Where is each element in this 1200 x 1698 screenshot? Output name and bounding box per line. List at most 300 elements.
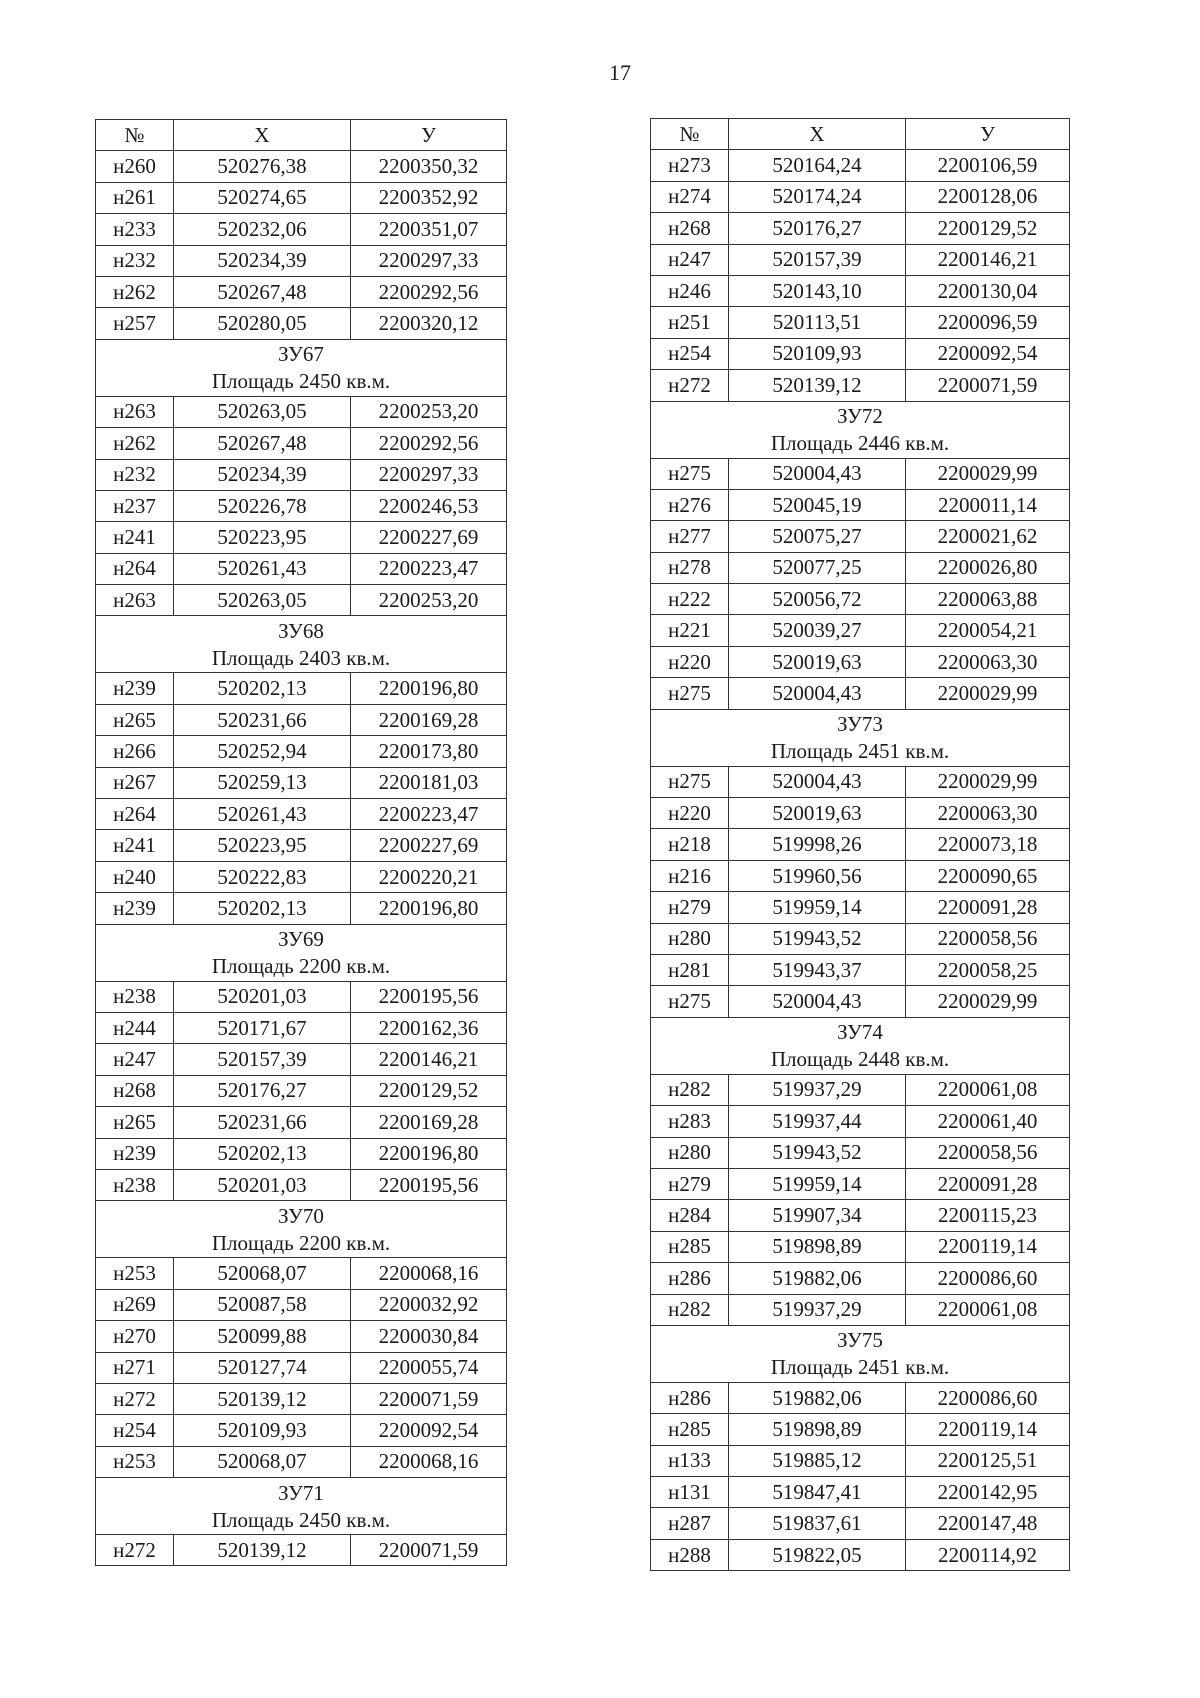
x-cell: 520223,95	[174, 522, 351, 553]
y-cell: 2200029,99	[906, 766, 1070, 797]
section-header-row	[651, 709, 1070, 766]
table-row	[96, 1383, 507, 1414]
table-row	[651, 986, 1070, 1017]
header-row	[96, 120, 507, 151]
point-id-cell: н263	[96, 396, 174, 427]
plot-title: ЗУ68	[278, 618, 324, 643]
x-cell: 520056,72	[729, 584, 906, 615]
y-cell: 2200011,14	[906, 489, 1070, 520]
point-id-cell: н270	[96, 1321, 174, 1352]
table-row	[651, 954, 1070, 985]
y-cell: 2200063,30	[906, 646, 1070, 677]
x-cell: 520039,27	[729, 615, 906, 646]
x-cell: 520004,43	[729, 986, 906, 1017]
plot-area: Площадь 2451 кв.м.	[770, 739, 950, 764]
table-row	[96, 151, 507, 182]
y-cell: 2200173,80	[351, 736, 507, 767]
y-cell: 2200073,18	[906, 829, 1070, 860]
plot-area: Площадь 2200 кв.м.	[211, 1230, 391, 1255]
table-row	[651, 1294, 1070, 1325]
point-id-cell: н268	[651, 213, 729, 244]
y-cell: 2200115,23	[906, 1200, 1070, 1231]
x-cell: 520004,43	[729, 766, 906, 797]
table-row	[651, 1137, 1070, 1168]
point-id-cell: н218	[651, 829, 729, 860]
point-id-cell: н261	[96, 182, 174, 213]
table-row	[651, 766, 1070, 797]
x-cell: 519959,14	[729, 1168, 906, 1199]
point-id-cell: н285	[651, 1414, 729, 1445]
section-header-row	[96, 1478, 507, 1535]
plot-title: ЗУ71	[278, 1480, 324, 1505]
point-id-cell: н222	[651, 584, 729, 615]
point-id-cell: н288	[651, 1539, 729, 1570]
table-row	[651, 1508, 1070, 1539]
point-id-cell: н275	[651, 458, 729, 489]
x-cell: 519837,61	[729, 1508, 906, 1539]
point-id-cell: н253	[96, 1258, 174, 1289]
table-row	[96, 1169, 507, 1200]
point-id-cell: н254	[651, 338, 729, 369]
x-cell: 520234,39	[174, 245, 351, 276]
y-cell: 2200125,51	[906, 1445, 1070, 1476]
x-cell: 519882,06	[729, 1263, 906, 1294]
table-row	[651, 1231, 1070, 1262]
x-cell: 519898,89	[729, 1414, 906, 1445]
y-cell: 2200146,21	[351, 1044, 507, 1075]
y-cell: 2200246,53	[351, 490, 507, 521]
table-row	[96, 553, 507, 584]
table-row	[651, 923, 1070, 954]
y-cell: 2200030,84	[351, 1321, 507, 1352]
x-cell: 520157,39	[729, 244, 906, 275]
table-row	[651, 1445, 1070, 1476]
x-cell: 520231,66	[174, 704, 351, 735]
y-cell: 2200253,20	[351, 585, 507, 616]
left-table-body	[96, 151, 507, 1566]
point-id-cell: н247	[651, 244, 729, 275]
plot-area: Площадь 2200 кв.м.	[211, 954, 391, 979]
point-id-cell: н232	[96, 245, 174, 276]
y-cell: 2200196,80	[351, 893, 507, 924]
plot-area: Площадь 2446 кв.м.	[770, 431, 950, 456]
y-cell: 2200195,56	[351, 1169, 507, 1200]
x-cell: 520202,13	[174, 673, 351, 704]
y-cell: 2200061,40	[906, 1106, 1070, 1137]
plot-title: ЗУ73	[837, 712, 883, 737]
table-row	[96, 490, 507, 521]
x-cell: 520202,13	[174, 1138, 351, 1169]
table-row	[651, 1382, 1070, 1413]
table-row	[651, 275, 1070, 306]
point-id-cell: н266	[96, 736, 174, 767]
section-header-row	[96, 924, 507, 981]
point-id-cell: н278	[651, 552, 729, 583]
y-cell: 2200130,04	[906, 275, 1070, 306]
x-cell: 520109,93	[729, 338, 906, 369]
table-row	[96, 182, 507, 213]
x-cell: 520276,38	[174, 151, 351, 182]
x-cell: 520176,27	[174, 1075, 351, 1106]
y-cell: 2200061,08	[906, 1294, 1070, 1325]
x-cell: 520068,07	[174, 1446, 351, 1477]
table-row	[96, 704, 507, 735]
y-cell: 2200196,80	[351, 673, 507, 704]
x-cell: 519898,89	[729, 1231, 906, 1262]
point-id-cell: н221	[651, 615, 729, 646]
y-cell: 2200146,21	[906, 244, 1070, 275]
table-row	[651, 307, 1070, 338]
y-cell: 2200090,65	[906, 860, 1070, 891]
y-cell: 2200292,56	[351, 276, 507, 307]
point-id-cell: н287	[651, 1508, 729, 1539]
table-row	[96, 799, 507, 830]
y-cell: 2200169,28	[351, 704, 507, 735]
y-cell: 2200063,88	[906, 584, 1070, 615]
point-id-cell: н133	[651, 1445, 729, 1476]
table-row	[651, 860, 1070, 891]
y-cell: 2200352,92	[351, 182, 507, 213]
y-cell: 2200169,28	[351, 1107, 507, 1138]
table-row	[651, 1168, 1070, 1199]
header-no: №	[651, 119, 729, 150]
y-cell: 2200091,28	[906, 1168, 1070, 1199]
x-cell: 519822,05	[729, 1539, 906, 1570]
point-id-cell: н272	[651, 370, 729, 401]
x-cell: 520263,05	[174, 585, 351, 616]
section-header-row	[96, 1201, 507, 1258]
plot-title: ЗУ74	[837, 1020, 883, 1045]
x-cell: 519937,29	[729, 1294, 906, 1325]
x-cell: 519937,44	[729, 1106, 906, 1137]
point-id-cell: н280	[651, 1137, 729, 1168]
point-id-cell: н253	[96, 1446, 174, 1477]
y-cell: 2200091,28	[906, 892, 1070, 923]
y-cell: 2200068,16	[351, 1446, 507, 1477]
x-cell: 520171,67	[174, 1012, 351, 1043]
point-id-cell: н272	[96, 1383, 174, 1414]
table-row	[96, 1107, 507, 1138]
point-id-cell: н260	[96, 151, 174, 182]
point-id-cell: н282	[651, 1294, 729, 1325]
point-id-cell: н268	[96, 1075, 174, 1106]
plot-title: ЗУ75	[837, 1328, 883, 1353]
point-id-cell: н238	[96, 1169, 174, 1200]
point-id-cell: н241	[96, 522, 174, 553]
table-row	[651, 1477, 1070, 1508]
x-cell: 520164,24	[729, 150, 906, 181]
y-cell: 2200058,56	[906, 923, 1070, 954]
table-row	[96, 1352, 507, 1383]
point-id-cell: н282	[651, 1074, 729, 1105]
y-cell: 2200063,30	[906, 798, 1070, 829]
y-cell: 2200068,16	[351, 1258, 507, 1289]
x-cell: 520143,10	[729, 275, 906, 306]
table-row	[96, 459, 507, 490]
y-cell: 2200029,99	[906, 678, 1070, 709]
plot-title: ЗУ67	[278, 342, 324, 367]
y-cell: 2200029,99	[906, 458, 1070, 489]
table-row	[96, 245, 507, 276]
table-row	[651, 892, 1070, 923]
y-cell: 2200129,52	[351, 1075, 507, 1106]
table-row	[96, 893, 507, 924]
table-row	[651, 1263, 1070, 1294]
y-cell: 2200058,25	[906, 954, 1070, 985]
point-id-cell: н264	[96, 799, 174, 830]
table-row	[96, 1012, 507, 1043]
table-row	[651, 1106, 1070, 1137]
table-row	[96, 428, 507, 459]
table-row	[96, 673, 507, 704]
point-id-cell: н265	[96, 704, 174, 735]
page-number: 17	[609, 60, 631, 85]
y-cell: 2200119,14	[906, 1414, 1070, 1445]
y-cell: 2200021,62	[906, 521, 1070, 552]
point-id-cell: н239	[96, 1138, 174, 1169]
point-id-cell: н267	[96, 767, 174, 798]
section-header-row	[651, 1017, 1070, 1074]
x-cell: 520176,27	[729, 213, 906, 244]
x-cell: 520202,13	[174, 893, 351, 924]
point-id-cell: н274	[651, 181, 729, 212]
x-cell: 520223,95	[174, 830, 351, 861]
plot-title: ЗУ72	[837, 404, 883, 429]
y-cell: 2200223,47	[351, 799, 507, 830]
table-row	[96, 861, 507, 892]
table-row	[96, 736, 507, 767]
x-cell: 519959,14	[729, 892, 906, 923]
y-cell: 2200071,59	[351, 1383, 507, 1414]
x-cell: 520222,83	[174, 861, 351, 892]
y-cell: 2200086,60	[906, 1382, 1070, 1413]
table-row	[651, 798, 1070, 829]
point-id-cell: н281	[651, 954, 729, 985]
point-id-cell: н277	[651, 521, 729, 552]
y-cell: 2200129,52	[906, 213, 1070, 244]
x-cell: 519943,37	[729, 954, 906, 985]
point-id-cell: н239	[96, 893, 174, 924]
point-id-cell: н240	[96, 861, 174, 892]
point-id-cell: н239	[96, 673, 174, 704]
table-row	[96, 830, 507, 861]
x-cell: 520019,63	[729, 798, 906, 829]
table-row	[96, 522, 507, 553]
header-x: Х	[729, 119, 906, 150]
y-cell: 2200142,95	[906, 1477, 1070, 1508]
section-header-row	[96, 339, 507, 396]
x-cell: 520019,63	[729, 646, 906, 677]
table-row	[96, 1415, 507, 1446]
point-id-cell: н283	[651, 1106, 729, 1137]
table-row	[651, 829, 1070, 860]
x-cell: 520261,43	[174, 799, 351, 830]
table-row	[651, 338, 1070, 369]
y-cell: 2200351,07	[351, 214, 507, 245]
plot-area: Площадь 2403 кв.м.	[211, 645, 391, 670]
x-cell: 519998,26	[729, 829, 906, 860]
point-id-cell: н275	[651, 766, 729, 797]
section-header-row	[96, 616, 507, 673]
plot-title: ЗУ70	[278, 1203, 324, 1228]
x-cell: 520127,74	[174, 1352, 351, 1383]
y-cell: 2200032,92	[351, 1289, 507, 1320]
point-id-cell: н262	[96, 428, 174, 459]
point-id-cell: н275	[651, 986, 729, 1017]
table-row	[96, 214, 507, 245]
table-row	[651, 244, 1070, 275]
y-cell: 2200220,21	[351, 861, 507, 892]
y-cell: 2200096,59	[906, 307, 1070, 338]
point-id-cell: н275	[651, 678, 729, 709]
table-row	[651, 646, 1070, 677]
y-cell: 2200054,21	[906, 615, 1070, 646]
x-cell: 520201,03	[174, 981, 351, 1012]
point-id-cell: н280	[651, 923, 729, 954]
y-cell: 2200196,80	[351, 1138, 507, 1169]
right-table-body	[651, 150, 1070, 1571]
section-header-row	[651, 401, 1070, 458]
table-row	[96, 1321, 507, 1352]
y-cell: 2200086,60	[906, 1263, 1070, 1294]
x-cell: 520004,43	[729, 458, 906, 489]
x-cell: 520075,27	[729, 521, 906, 552]
point-id-cell: н247	[96, 1044, 174, 1075]
x-cell: 520113,51	[729, 307, 906, 338]
point-id-cell: н273	[651, 150, 729, 181]
header-x: Х	[174, 120, 351, 151]
y-cell: 2200195,56	[351, 981, 507, 1012]
x-cell: 520174,24	[729, 181, 906, 212]
y-cell: 2200297,33	[351, 459, 507, 490]
y-cell: 2200061,08	[906, 1074, 1070, 1105]
table-row	[96, 981, 507, 1012]
table-row	[651, 1539, 1070, 1570]
x-cell: 519882,06	[729, 1382, 906, 1413]
point-id-cell: н264	[96, 553, 174, 584]
y-cell: 2200092,54	[906, 338, 1070, 369]
point-id-cell: н216	[651, 860, 729, 891]
x-cell: 520263,05	[174, 396, 351, 427]
table-row	[651, 584, 1070, 615]
table-row	[651, 1074, 1070, 1105]
table-row	[651, 521, 1070, 552]
x-cell: 520267,48	[174, 276, 351, 307]
point-id-cell: н272	[96, 1535, 174, 1566]
y-cell: 2200055,74	[351, 1352, 507, 1383]
table-row	[96, 1044, 507, 1075]
x-cell: 519960,56	[729, 860, 906, 891]
y-cell: 2200106,59	[906, 150, 1070, 181]
point-id-cell: н233	[96, 214, 174, 245]
table-row	[651, 678, 1070, 709]
table-row	[651, 181, 1070, 212]
header-y: У	[351, 120, 507, 151]
y-cell: 2200227,69	[351, 830, 507, 861]
x-cell: 520267,48	[174, 428, 351, 459]
point-id-cell: н271	[96, 1352, 174, 1383]
table-row	[96, 1446, 507, 1477]
y-cell: 2200227,69	[351, 522, 507, 553]
x-cell: 519937,29	[729, 1074, 906, 1105]
x-cell: 519943,52	[729, 1137, 906, 1168]
table-row	[651, 615, 1070, 646]
table-row	[96, 276, 507, 307]
plot-area: Площадь 2450 кв.м.	[211, 369, 391, 394]
x-cell: 520077,25	[729, 552, 906, 583]
x-cell: 519885,12	[729, 1445, 906, 1476]
x-cell: 519907,34	[729, 1200, 906, 1231]
point-id-cell: н238	[96, 981, 174, 1012]
table-row	[96, 308, 507, 339]
point-id-cell: н220	[651, 646, 729, 677]
table-row	[651, 458, 1070, 489]
point-id-cell: н279	[651, 892, 729, 923]
x-cell: 520226,78	[174, 490, 351, 521]
point-id-cell: н269	[96, 1289, 174, 1320]
y-cell: 2200320,12	[351, 308, 507, 339]
x-cell: 520139,12	[174, 1383, 351, 1414]
section-header-row	[651, 1325, 1070, 1382]
y-cell: 2200350,32	[351, 151, 507, 182]
y-cell: 2200147,48	[906, 1508, 1070, 1539]
table-row	[651, 552, 1070, 583]
x-cell: 520157,39	[174, 1044, 351, 1075]
x-cell: 520139,12	[729, 370, 906, 401]
y-cell: 2200114,92	[906, 1539, 1070, 1570]
header-row	[651, 119, 1070, 150]
y-cell: 2200297,33	[351, 245, 507, 276]
table-row	[96, 1138, 507, 1169]
y-cell: 2200092,54	[351, 1415, 507, 1446]
y-cell: 2200253,20	[351, 396, 507, 427]
point-id-cell: н251	[651, 307, 729, 338]
table-row	[651, 1414, 1070, 1445]
plot-area: Площадь 2451 кв.м.	[770, 1355, 950, 1380]
table-row	[96, 396, 507, 427]
point-id-cell: н286	[651, 1382, 729, 1413]
point-id-cell: н220	[651, 798, 729, 829]
header-no: №	[96, 120, 174, 151]
x-cell: 520099,88	[174, 1321, 351, 1352]
table-row	[651, 213, 1070, 244]
y-cell: 2200071,59	[906, 370, 1070, 401]
table-row	[96, 1289, 507, 1320]
point-id-cell: н257	[96, 308, 174, 339]
point-id-cell: н232	[96, 459, 174, 490]
y-cell: 2200058,56	[906, 1137, 1070, 1168]
plot-area: Площадь 2450 кв.м.	[211, 1507, 391, 1532]
point-id-cell: н265	[96, 1107, 174, 1138]
x-cell: 520234,39	[174, 459, 351, 490]
table-row	[96, 1258, 507, 1289]
x-cell: 520280,05	[174, 308, 351, 339]
point-id-cell: н254	[96, 1415, 174, 1446]
x-cell: 520139,12	[174, 1535, 351, 1566]
y-cell: 2200223,47	[351, 553, 507, 584]
y-cell: 2200029,99	[906, 986, 1070, 1017]
point-id-cell: н284	[651, 1200, 729, 1231]
coordinates-table-left	[95, 119, 507, 1566]
table-row	[651, 1200, 1070, 1231]
point-id-cell: н276	[651, 489, 729, 520]
table-row	[651, 370, 1070, 401]
x-cell: 520231,66	[174, 1107, 351, 1138]
y-cell: 2200119,14	[906, 1231, 1070, 1262]
y-cell: 2200026,80	[906, 552, 1070, 583]
coordinates-table-right	[650, 118, 1070, 1571]
x-cell: 520045,19	[729, 489, 906, 520]
